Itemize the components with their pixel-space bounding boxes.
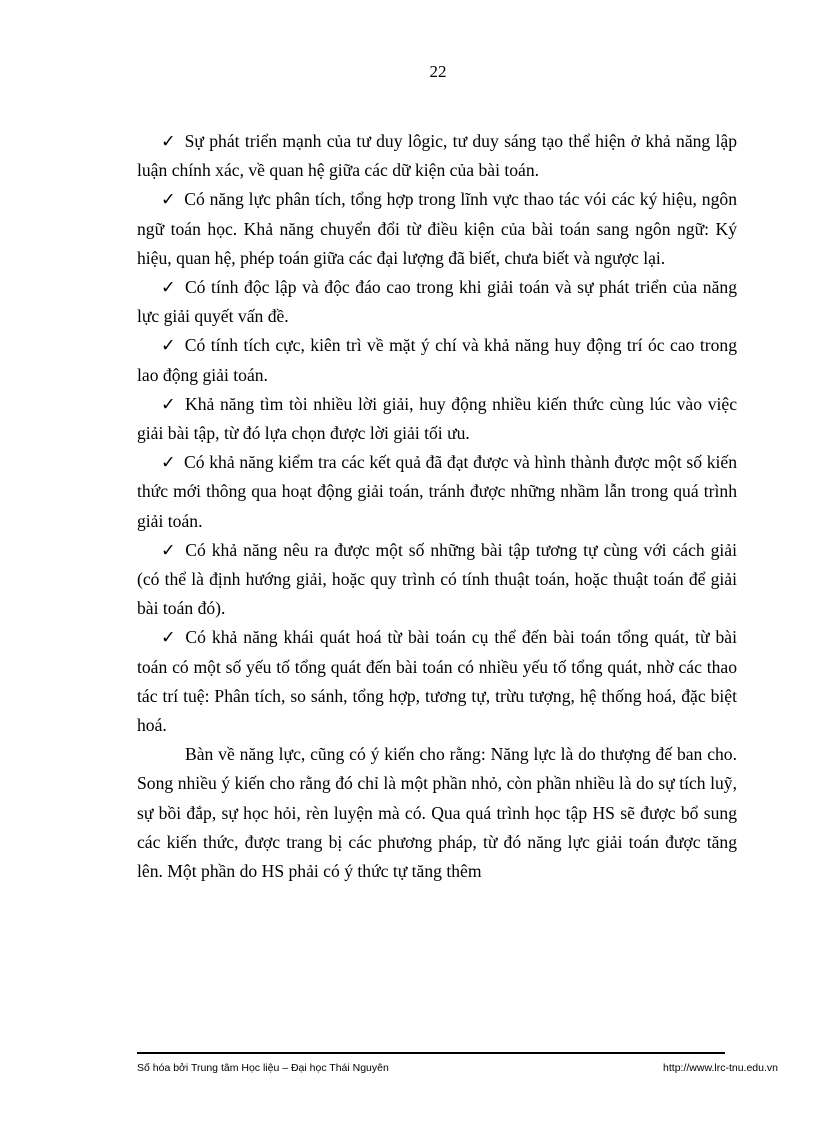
checkmark-icon: ✓	[161, 335, 177, 356]
footer-divider	[137, 1052, 725, 1054]
bullet-text: Khả năng tìm tòi nhiều lời giải, huy động nhiều kiến thức cùng lúc vào việc giải bài tập, từ đó lựa chọn được lời giải tối ưu.	[137, 393, 738, 444]
footer-credit: Số hóa bởi Trung tâm Học liệu – Đại học Thái Nguyên	[137, 1062, 389, 1074]
bullet-paragraph-5	[137, 390, 737, 448]
bullet-text: Có khả năng khái quát hoá từ bài toán cụ thể đến bài toán tổng quát, từ bài toán có một số yếu tố tổng quát đến bài toán có nhiều yếu tố tổng quát, nhờ các thao tác trí tuệ: Phân tích, so sánh, tổng hợp, tương tự, trừu tượng, hệ thống hoá, đặc biệt hoá.	[137, 627, 737, 736]
closing-paragraph: Bàn về năng lực, cũng có ý kiến cho rằng: Năng lực là do thượng đế ban cho. Song nhiều ý kiến cho rằng đó chỉ là một phần nhỏ, còn phần nhiều là do sự tích luỹ, sự bồi đắp, sự học hỏi, rèn luyện mà có. Qua quá trình học tập HS sẽ được bổ sung các kiến thức, được trang bị các phương pháp, từ đó năng lực giải toán được tăng lên. Một phần do HS phải có ý thức tự tăng thêm	[137, 744, 737, 882]
bullet-text: Có khả năng nêu ra được một số những bài tập tương tự cùng với cách giải (có thể là định hướng giải, hoặc quy trình có tính thuật toán, hoặc thuật toán để giải bài toán đó).	[137, 539, 737, 619]
checkmark-icon: ✓	[161, 627, 178, 648]
bullet-paragraph-4	[137, 331, 737, 389]
bullet-paragraph-6	[137, 448, 737, 536]
checkmark-icon: ✓	[161, 131, 177, 151]
bullet-paragraph-2	[137, 185, 737, 273]
checkmark-icon: ✓	[161, 277, 177, 298]
footer-url: http://www.lrc-tnu.edu.vn	[663, 1062, 778, 1074]
page-number: 22	[429, 62, 447, 81]
bullet-text: Sự phát triển mạnh của tư duy lôgic, tư duy sáng tạo thể hiện ở khả năng lập luận chính xác, về quan hệ giữa các dữ kiện của bài toán.	[137, 131, 737, 181]
bullet-paragraph-3	[137, 273, 737, 331]
bullet-text: Có khả năng kiểm tra các kết quả đã đạt được và hình thành được một số kiến thức mới thông qua hoạt động giải toán, tránh được những nhầm lẫn trong quá trình giải toán.	[137, 452, 738, 531]
bullet-paragraph-1	[137, 127, 737, 185]
bullet-text: Có tính độc lập và độc đáo cao trong khi giải toán và sự phát triển của năng lực giải quyết vấn đề.	[137, 277, 737, 327]
checkmark-icon: ✓	[161, 393, 178, 414]
bullet-text: Có năng lực phân tích, tổng hợp trong lĩnh vực thao tác vói các ký hiệu, ngôn ngữ toán học. Khả năng chuyển đổi từ điều kiện của bài toán sang ngôn ngữ: Ký hiệu, quan hệ, phép toán giữa các đại lượng đã biết, chưa biết và ngược lại.	[137, 189, 737, 268]
checkmark-icon: ✓	[161, 452, 177, 473]
bullet-paragraph-8	[137, 623, 737, 740]
bullet-paragraph-7	[137, 536, 737, 624]
checkmark-icon: ✓	[161, 189, 177, 210]
checkmark-icon: ✓	[161, 539, 178, 560]
bullet-text: Có tính tích cực, kiên trì về mặt ý chí và khả năng huy động trí óc cao trong lao động giải toán.	[137, 335, 737, 385]
body-text	[137, 127, 737, 886]
